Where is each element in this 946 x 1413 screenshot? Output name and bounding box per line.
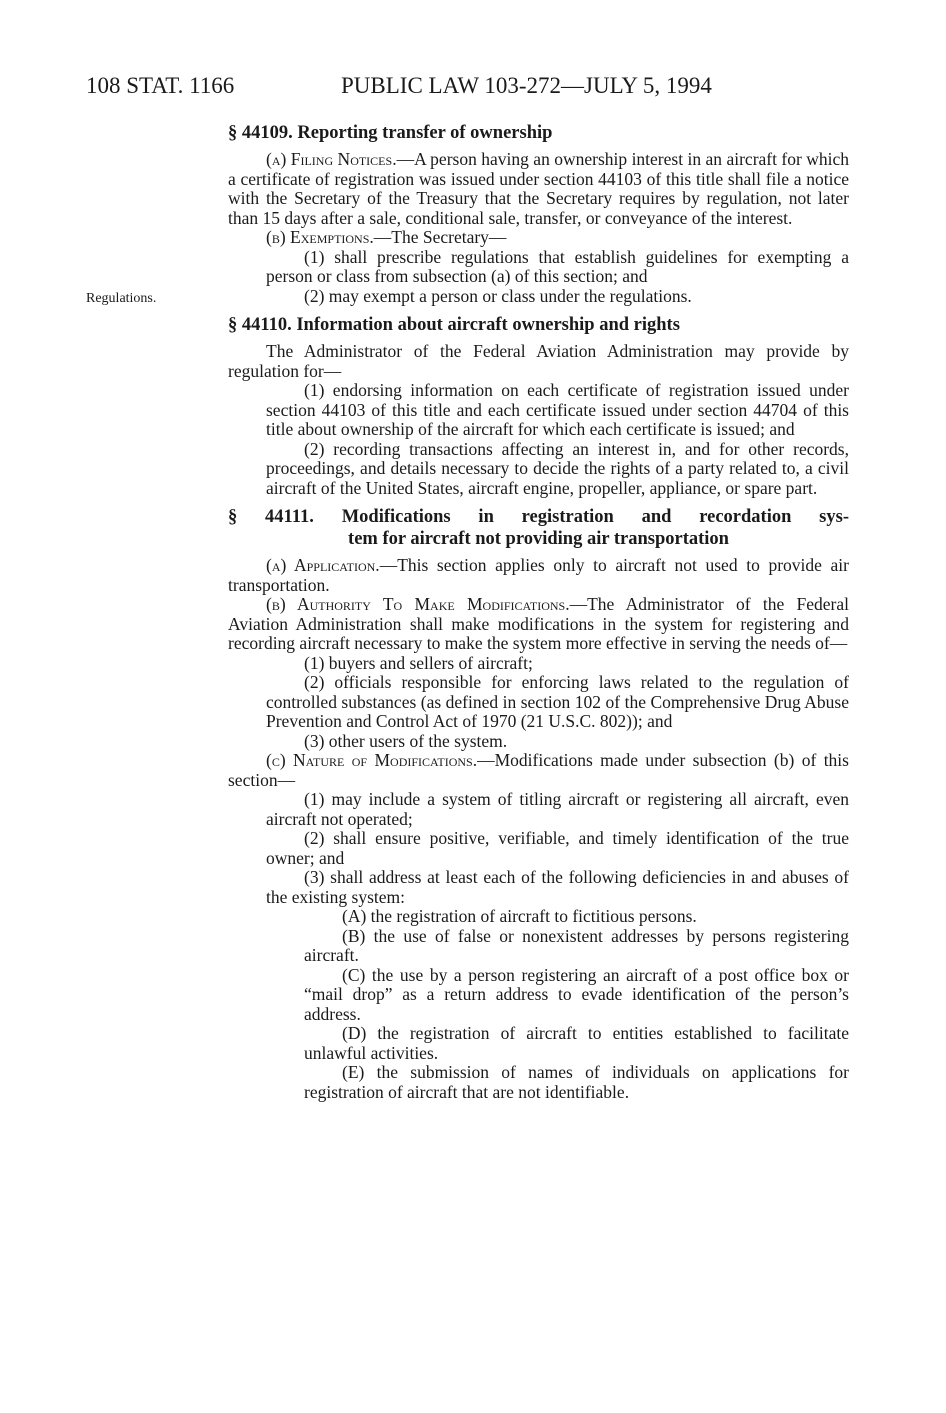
- paragraph-44111-b: [228, 595, 849, 654]
- subsection-text: —This section applies only to aircraft not used to provide air transportation.: [228, 555, 850, 595]
- subsection-text: —A person having an ownership interest in an aircraft for which a certificate of registration was issued under section 44103 of this title shall file a notice with the Secretary of the Treasury that the Secretary requires by regulation, not later than 15 days after a sale, conditional sale, transfer, or conveyance of the interest.: [228, 149, 849, 228]
- paragraph-44111-c3: (3) shall address at least each of the following deficiencies in and abuses of the existing system:: [266, 867, 849, 907]
- paragraph-44111-cE: (E) the submission of names of individuals on applications for registration of aircraft that are not identifiable.: [304, 1062, 849, 1102]
- paragraph-44111-a: [228, 556, 849, 595]
- statute-page-reference: 108 STAT. 1166: [86, 73, 235, 98]
- section-44109: [228, 122, 849, 306]
- paragraph-44109-b: [228, 228, 849, 248]
- paragraph-44111-cB: (B) the use of false or nonexistent addresses by persons registering aircraft.: [304, 925, 849, 965]
- subsection-label: (a) Application.: [266, 555, 380, 575]
- subsection-text: —Modifications made under subsection (b) of this section—: [228, 750, 849, 790]
- paragraph-44109-a: [228, 150, 849, 228]
- subsection-text: —The Administrator of the Federal Aviation Administration shall make modifications in the system for registering and recording aircraft necessary to make the system more effective in serving the needs of—: [228, 594, 849, 653]
- subsection-label: (b) Authority To Make Modifications.: [266, 594, 570, 614]
- subsection-text: —The Secretary—: [373, 227, 507, 247]
- subsection-label: (b) Exemptions.: [266, 227, 374, 247]
- section-44110: [228, 314, 849, 498]
- subsection-label: (a) Filing Notices.: [266, 149, 397, 169]
- section-44111: [228, 506, 849, 1102]
- paragraph-44109-b2: (2) may exempt a person or class under the regulations.: [304, 285, 692, 306]
- paragraph-44109-b1: (1) shall prescribe regulations that establish guidelines for exempting a person or class from subsection (a) of this section; and: [266, 246, 849, 286]
- section-heading-44111-line2: tem for aircraft not providing air transportation: [348, 529, 729, 549]
- paragraph-44111-c1: (1) may include a system of titling aircraft or registering all aircraft, even aircraft not operated;: [266, 789, 849, 829]
- paragraph-44111-cA: (A) the registration of aircraft to fictitious persons.: [342, 906, 697, 926]
- margin-note-regulations: Regulations.: [86, 291, 157, 306]
- section-heading-44109: § 44109. Reporting transfer of ownership: [228, 123, 553, 143]
- paragraph-44110-intro: The Administrator of the Federal Aviation Administration may provide by regulation for—: [228, 341, 849, 381]
- paragraph-44111-b3: (3) other users of the system.: [304, 730, 508, 751]
- paragraph-44111-cC: (C) the use by a person registering an aircraft of a post office box or “mail drop” as a return address to evade identification of the person’s address.: [304, 964, 849, 1024]
- paragraph-44111-b2: (2) officials responsible for enforcing laws related to the regulation of controlled substances (as defined in section 102 of the Comprehensive Drug Abuse Prevention and Control Act of 1970 (21 U.S.C. 802)); and: [266, 672, 849, 731]
- public-law-title: PUBLIC LAW 103-272—JULY 5, 1994: [341, 73, 712, 98]
- paragraph-44111-c2: (2) shall ensure positive, verifiable, and timely identification of the true owner; and: [266, 828, 849, 868]
- paragraph-44110-2: (2) recording transactions affecting an interest in, and for other records, proceedings, and details necessary to decide the rights of a party related to, a civil aircraft of the United States, aircraft engine, propeller, appliance, or spare part.: [266, 438, 849, 498]
- paragraph-44111-c: [228, 751, 849, 790]
- section-heading-44110: § 44110. Information about aircraft ownership and rights: [228, 315, 680, 335]
- section-heading-44111-line1: § 44111. Modifications in registration and recordation sys-: [228, 507, 849, 527]
- paragraph-44111-cD: (D) the registration of aircraft to entities established to facilitate unlawful activities.: [304, 1023, 849, 1063]
- document-body: [228, 122, 849, 1102]
- paragraph-44110-1: (1) endorsing information on each certificate of registration issued under section 44103 of this title and each certificate issued under section 44704 of this title about ownership of the aircraft for which each certificate is issued; and: [266, 380, 849, 439]
- paragraph-44111-b1: (1) buyers and sellers of aircraft;: [304, 652, 533, 673]
- subsection-label: (c) Nature of Modifications.: [266, 750, 478, 770]
